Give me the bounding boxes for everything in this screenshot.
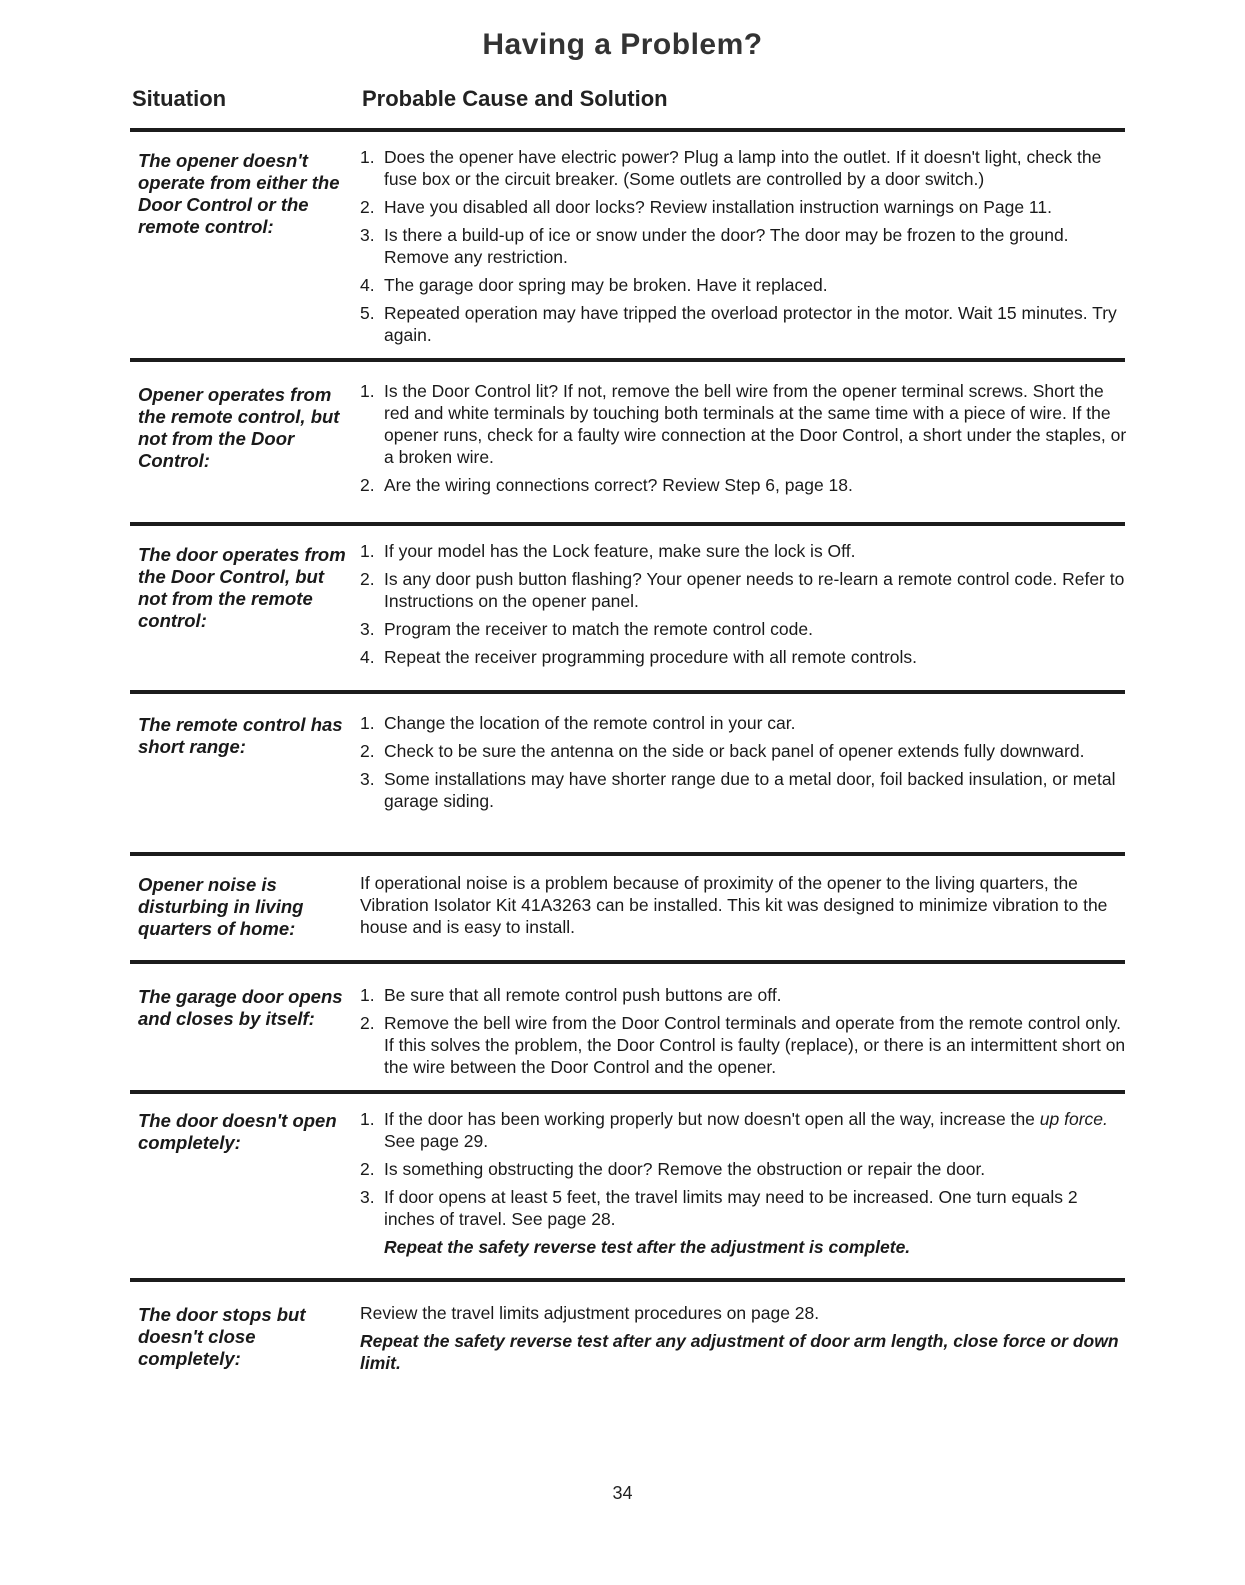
list-item: 2. Is something obstructing the door? Remove the obstruction or repair the door. <box>360 1159 986 1179</box>
list-item: 3. Is there a build-up of ice or snow under the door? The door may be frozen to the ground. Remove any restriction. <box>360 225 1069 267</box>
solution-paragraph <box>360 872 1130 944</box>
list-item: 1. If the door has been working properly but now doesn't open all the way, increase the up force. See page 29. <box>360 1109 1108 1151</box>
divider-rule <box>130 1090 1125 1094</box>
list-item: 2. Remove the bell wire from the Door Control terminals and operate from the remote control only. If this solves the problem, the Door Control is faulty (replace), or there is an intermittent short on the wire between the Door Control and the opener. <box>360 1013 1126 1077</box>
list-item: 1. If your model has the Lock feature, make sure the lock is Off. <box>360 541 856 561</box>
situation-column-header: Situation <box>132 86 227 111</box>
solution-list <box>360 712 1130 818</box>
list-item: 4. The garage door spring may be broken. Have it replaced. <box>360 275 828 295</box>
solution-list <box>360 146 1130 352</box>
divider-rule <box>130 128 1125 132</box>
solution-list <box>360 540 1130 674</box>
list-item: 4. Repeat the receiver programming procedure with all remote controls. <box>360 647 918 667</box>
situation-label: Opener operates from the remote control, but not from the Door Control: <box>138 384 340 471</box>
situation-label: The door stops but doesn't close completely: <box>138 1304 306 1369</box>
divider-rule <box>130 358 1125 362</box>
solution-column-header: Probable Cause and Solution <box>362 86 668 111</box>
list-item: 3. Some installations may have shorter range due to a metal door, foil backed insulation, or metal garage siding. <box>360 769 1116 811</box>
solution-paragraph <box>360 1302 1130 1374</box>
list-item: 3. If door opens at least 5 feet, the travel limits may need to be increased. One turn equals 2 inches of travel. See page 28. <box>360 1187 1078 1229</box>
list-item: 1. Change the location of the remote control in your car. <box>360 713 796 733</box>
list-item: 2. Is any door push button flashing? Your opener needs to re-learn a remote control code. Refer to Instructions on the opener panel. <box>360 569 1125 611</box>
solution-list <box>360 380 1130 502</box>
solution-list <box>360 1108 1130 1264</box>
list-item: 5. Repeated operation may have tripped the overload protector in the motor. Wait 15 minutes. Try again. <box>360 303 1117 345</box>
safety-warning: Repeat the safety reverse test after the adjustment is complete. <box>384 1237 911 1257</box>
safety-warning: Repeat the safety reverse test after any adjustment of door arm length, close force or down limit. <box>360 1331 1119 1373</box>
divider-rule <box>130 1278 1125 1282</box>
list-item: 3. Program the receiver to match the remote control code. <box>360 619 813 639</box>
list-item: 2. Check to be sure the antenna on the side or back panel of opener extends fully downward. <box>360 741 1085 761</box>
page-number: 34 <box>612 1483 633 1503</box>
list-item: 1. Does the opener have electric power? Plug a lamp into the outlet. If it doesn't light, check the fuse box or the circuit breaker. (Some outlets are controlled by a door switch.) <box>360 147 1102 189</box>
divider-rule <box>130 690 1125 694</box>
divider-rule <box>130 852 1125 856</box>
list-item: 2. Are the wiring connections correct? Review Step 6, page 18. <box>360 475 853 495</box>
paragraph-text: If operational noise is a problem because of proximity of the opener to the living quarters, the Vibration Isolator Kit 41A3263 can be installed. This kit was designed to minimize vibration to the house and is easy to install. <box>360 873 1108 937</box>
situation-label: The door operates from the Door Control, but not from the remote control: <box>138 544 346 631</box>
paragraph-text: Review the travel limits adjustment procedures on page 28. <box>360 1303 820 1323</box>
page-title: Having a Problem? <box>482 28 763 61</box>
list-item: 2. Have you disabled all door locks? Review installation instruction warnings on Page 11. <box>360 197 1052 217</box>
situation-label: The door doesn't open completely: <box>138 1110 337 1153</box>
divider-rule <box>130 960 1125 964</box>
list-item: 1. Is the Door Control lit? If not, remove the bell wire from the opener terminal screws. Short the red and white terminals by touching both terminals at the same time with a piece of wire. If the opener runs, check for a faulty wire connection at the Door Control, a short under the staples, or a broken wire. <box>360 381 1127 467</box>
situation-label: Opener noise is disturbing in living quarters of home: <box>138 874 304 939</box>
solution-list <box>360 984 1130 1084</box>
list-item: 1. Be sure that all remote control push buttons are off. <box>360 985 782 1005</box>
situation-label: The opener doesn't operate from either the Door Control or the remote control: <box>138 150 340 237</box>
situation-label: The remote control has short range: <box>138 714 343 757</box>
divider-rule <box>130 522 1125 526</box>
situation-label: The garage door opens and closes by itself: <box>138 986 343 1029</box>
